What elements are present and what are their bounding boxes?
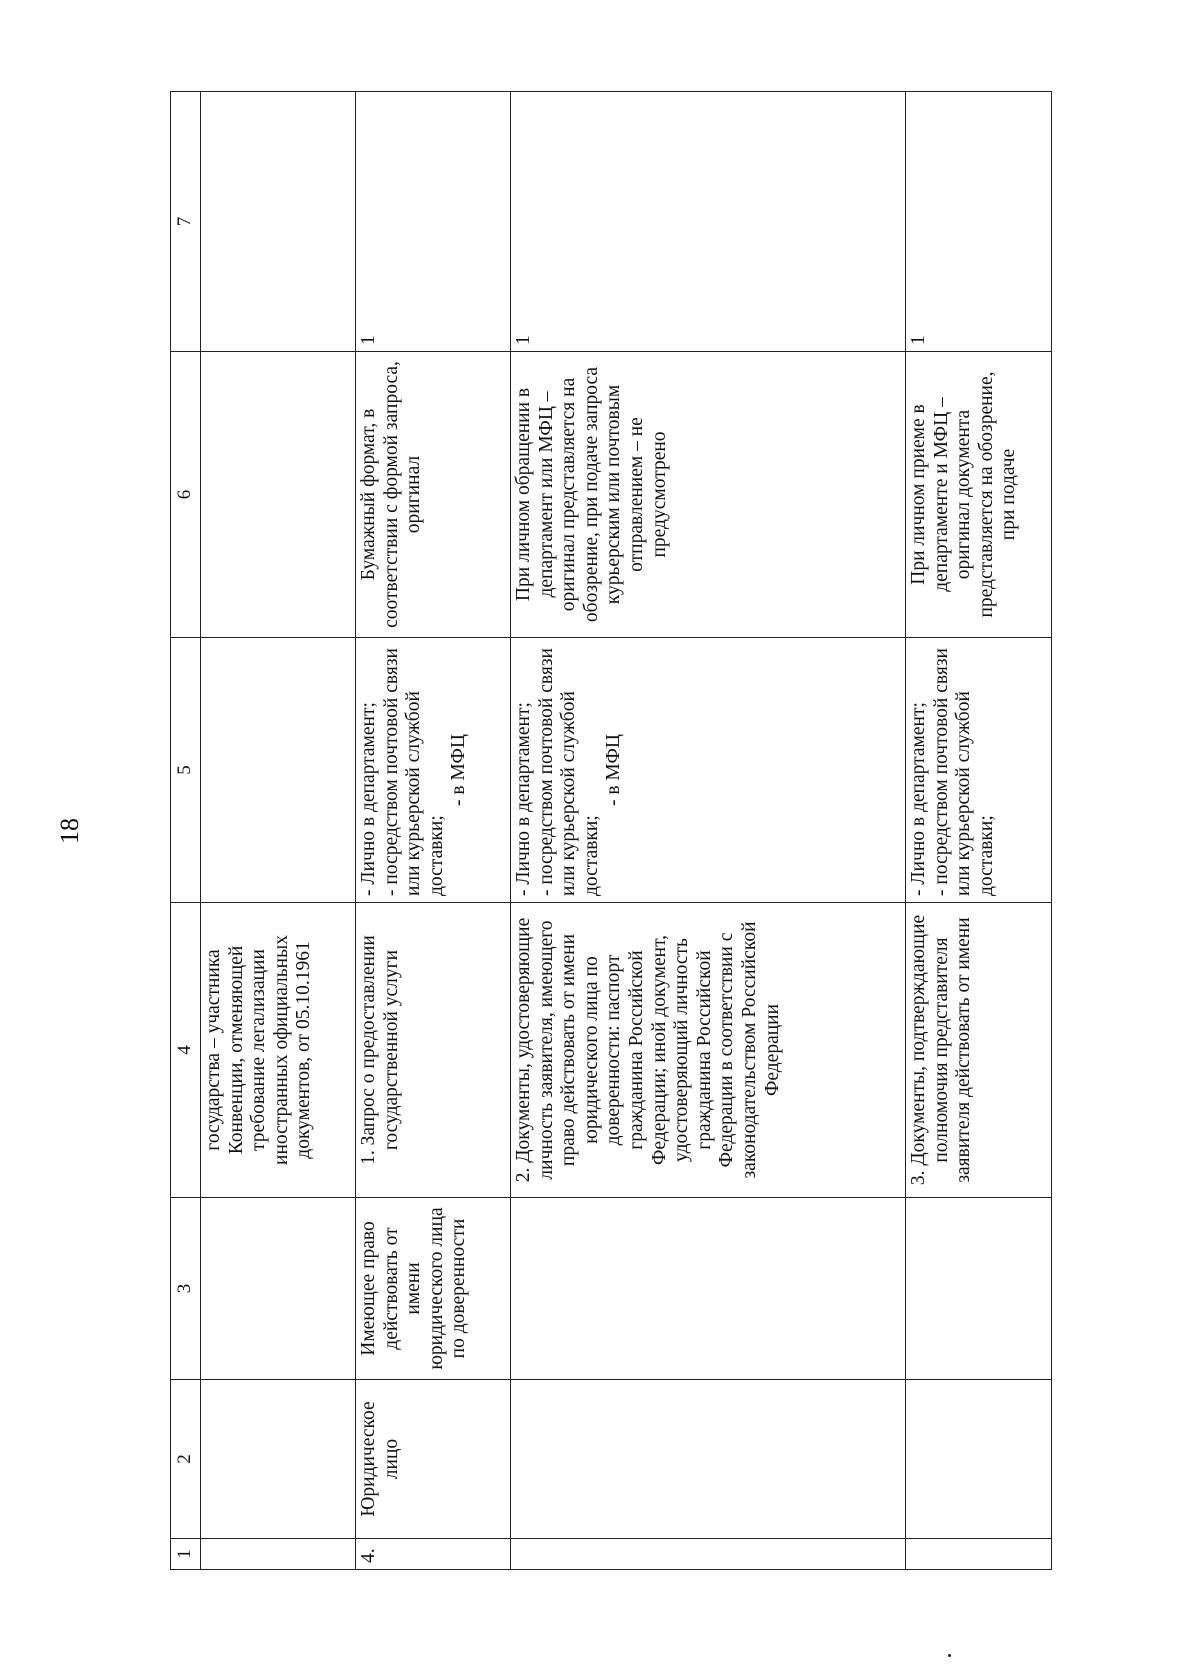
document-format: Бумажный формат, в соответствии с формой запроса, оригинал — [356, 352, 511, 638]
header-cell: 1 — [171, 1539, 201, 1570]
empty-cell — [201, 638, 356, 903]
empty-cell — [201, 1539, 356, 1570]
empty-cell — [906, 1198, 1052, 1380]
document-format: При личном приеме в департаменте и МФЦ – оригинал документа представляется на обозрение, при подаче — [906, 352, 1052, 638]
header-cell: 4 — [171, 903, 201, 1198]
delivery-method: - в МФЦ — [448, 733, 470, 807]
delivery-methods — [906, 638, 1052, 903]
document-count: 1 — [906, 92, 1052, 352]
delivery-method: - Лично в департамент; — [513, 702, 534, 896]
header-row — [171, 92, 201, 1570]
delivery-method: - Лично в департамент; — [908, 702, 929, 896]
document-count: 1 — [511, 92, 906, 352]
delivery-method: - посредством почтовой связи или курьерской службой доставки; — [930, 648, 997, 896]
empty-cell — [201, 1198, 356, 1380]
document-count: 1 — [356, 92, 511, 352]
empty-cell — [511, 1539, 906, 1570]
header-cell: 5 — [171, 638, 201, 903]
document-name: 1. Запрос о предоставлении государственной услуги — [356, 903, 511, 1198]
header-cell: 6 — [171, 352, 201, 638]
delivery-method: - Лично в департамент; — [358, 702, 379, 896]
documents-table — [170, 91, 1052, 1570]
delivery-methods — [511, 638, 906, 903]
empty-cell — [511, 1198, 906, 1380]
table-container — [170, 92, 1051, 1570]
document-name: 2. Документы, удостоверяющие личность заявителя, имеющего право действовать от имени юридического лица по доверенности: паспорт гражданина Российской Федерации; иной документ, удостоверяющий личность гражданина Российской Федерации в соответствии с законодательством Российской Федерации — [511, 903, 906, 1198]
table-row — [906, 92, 1052, 1570]
scan-dot — [948, 1654, 951, 1657]
delivery-method: - в МФЦ — [603, 733, 625, 807]
document-format: При личном обращении в департамент или МФЦ – оригинал представляется на обозрение, при подаче запроса курьерским или почтовым отправлением – не предусмотрено — [511, 352, 906, 638]
table-row — [356, 92, 511, 1570]
header-cell: 7 — [171, 92, 201, 352]
continuation-text: государства – участника Конвенции, отменяющей требование легализации иностранных официальных документов, от 05.10.1961 — [201, 903, 356, 1198]
continuation-row — [201, 92, 356, 1570]
delivery-method: - посредством почтовой связи или курьерской службой доставки; — [535, 648, 602, 896]
empty-cell — [906, 1380, 1052, 1539]
page-number: 18 — [55, 818, 84, 844]
delivery-method: - посредством почтовой связи или курьерской службой доставки; — [380, 648, 447, 896]
empty-cell — [201, 352, 356, 638]
row-number: 4. — [356, 1539, 511, 1570]
delivery-methods — [356, 638, 511, 903]
empty-cell — [511, 1380, 906, 1539]
header-cell: 3 — [171, 1198, 201, 1380]
table-row — [511, 92, 906, 1570]
empty-cell — [906, 1539, 1052, 1570]
applicant-category: Юридическое лицо — [356, 1380, 511, 1539]
representative-category: Имеющее право действовать от имени юридического лица по доверенности — [356, 1198, 511, 1380]
document-name: 3. Документы, подтверждающие полномочия представителя заявителя действовать от имени — [906, 903, 1052, 1198]
empty-cell — [201, 1380, 356, 1539]
empty-cell — [201, 92, 356, 352]
header-cell: 2 — [171, 1380, 201, 1539]
